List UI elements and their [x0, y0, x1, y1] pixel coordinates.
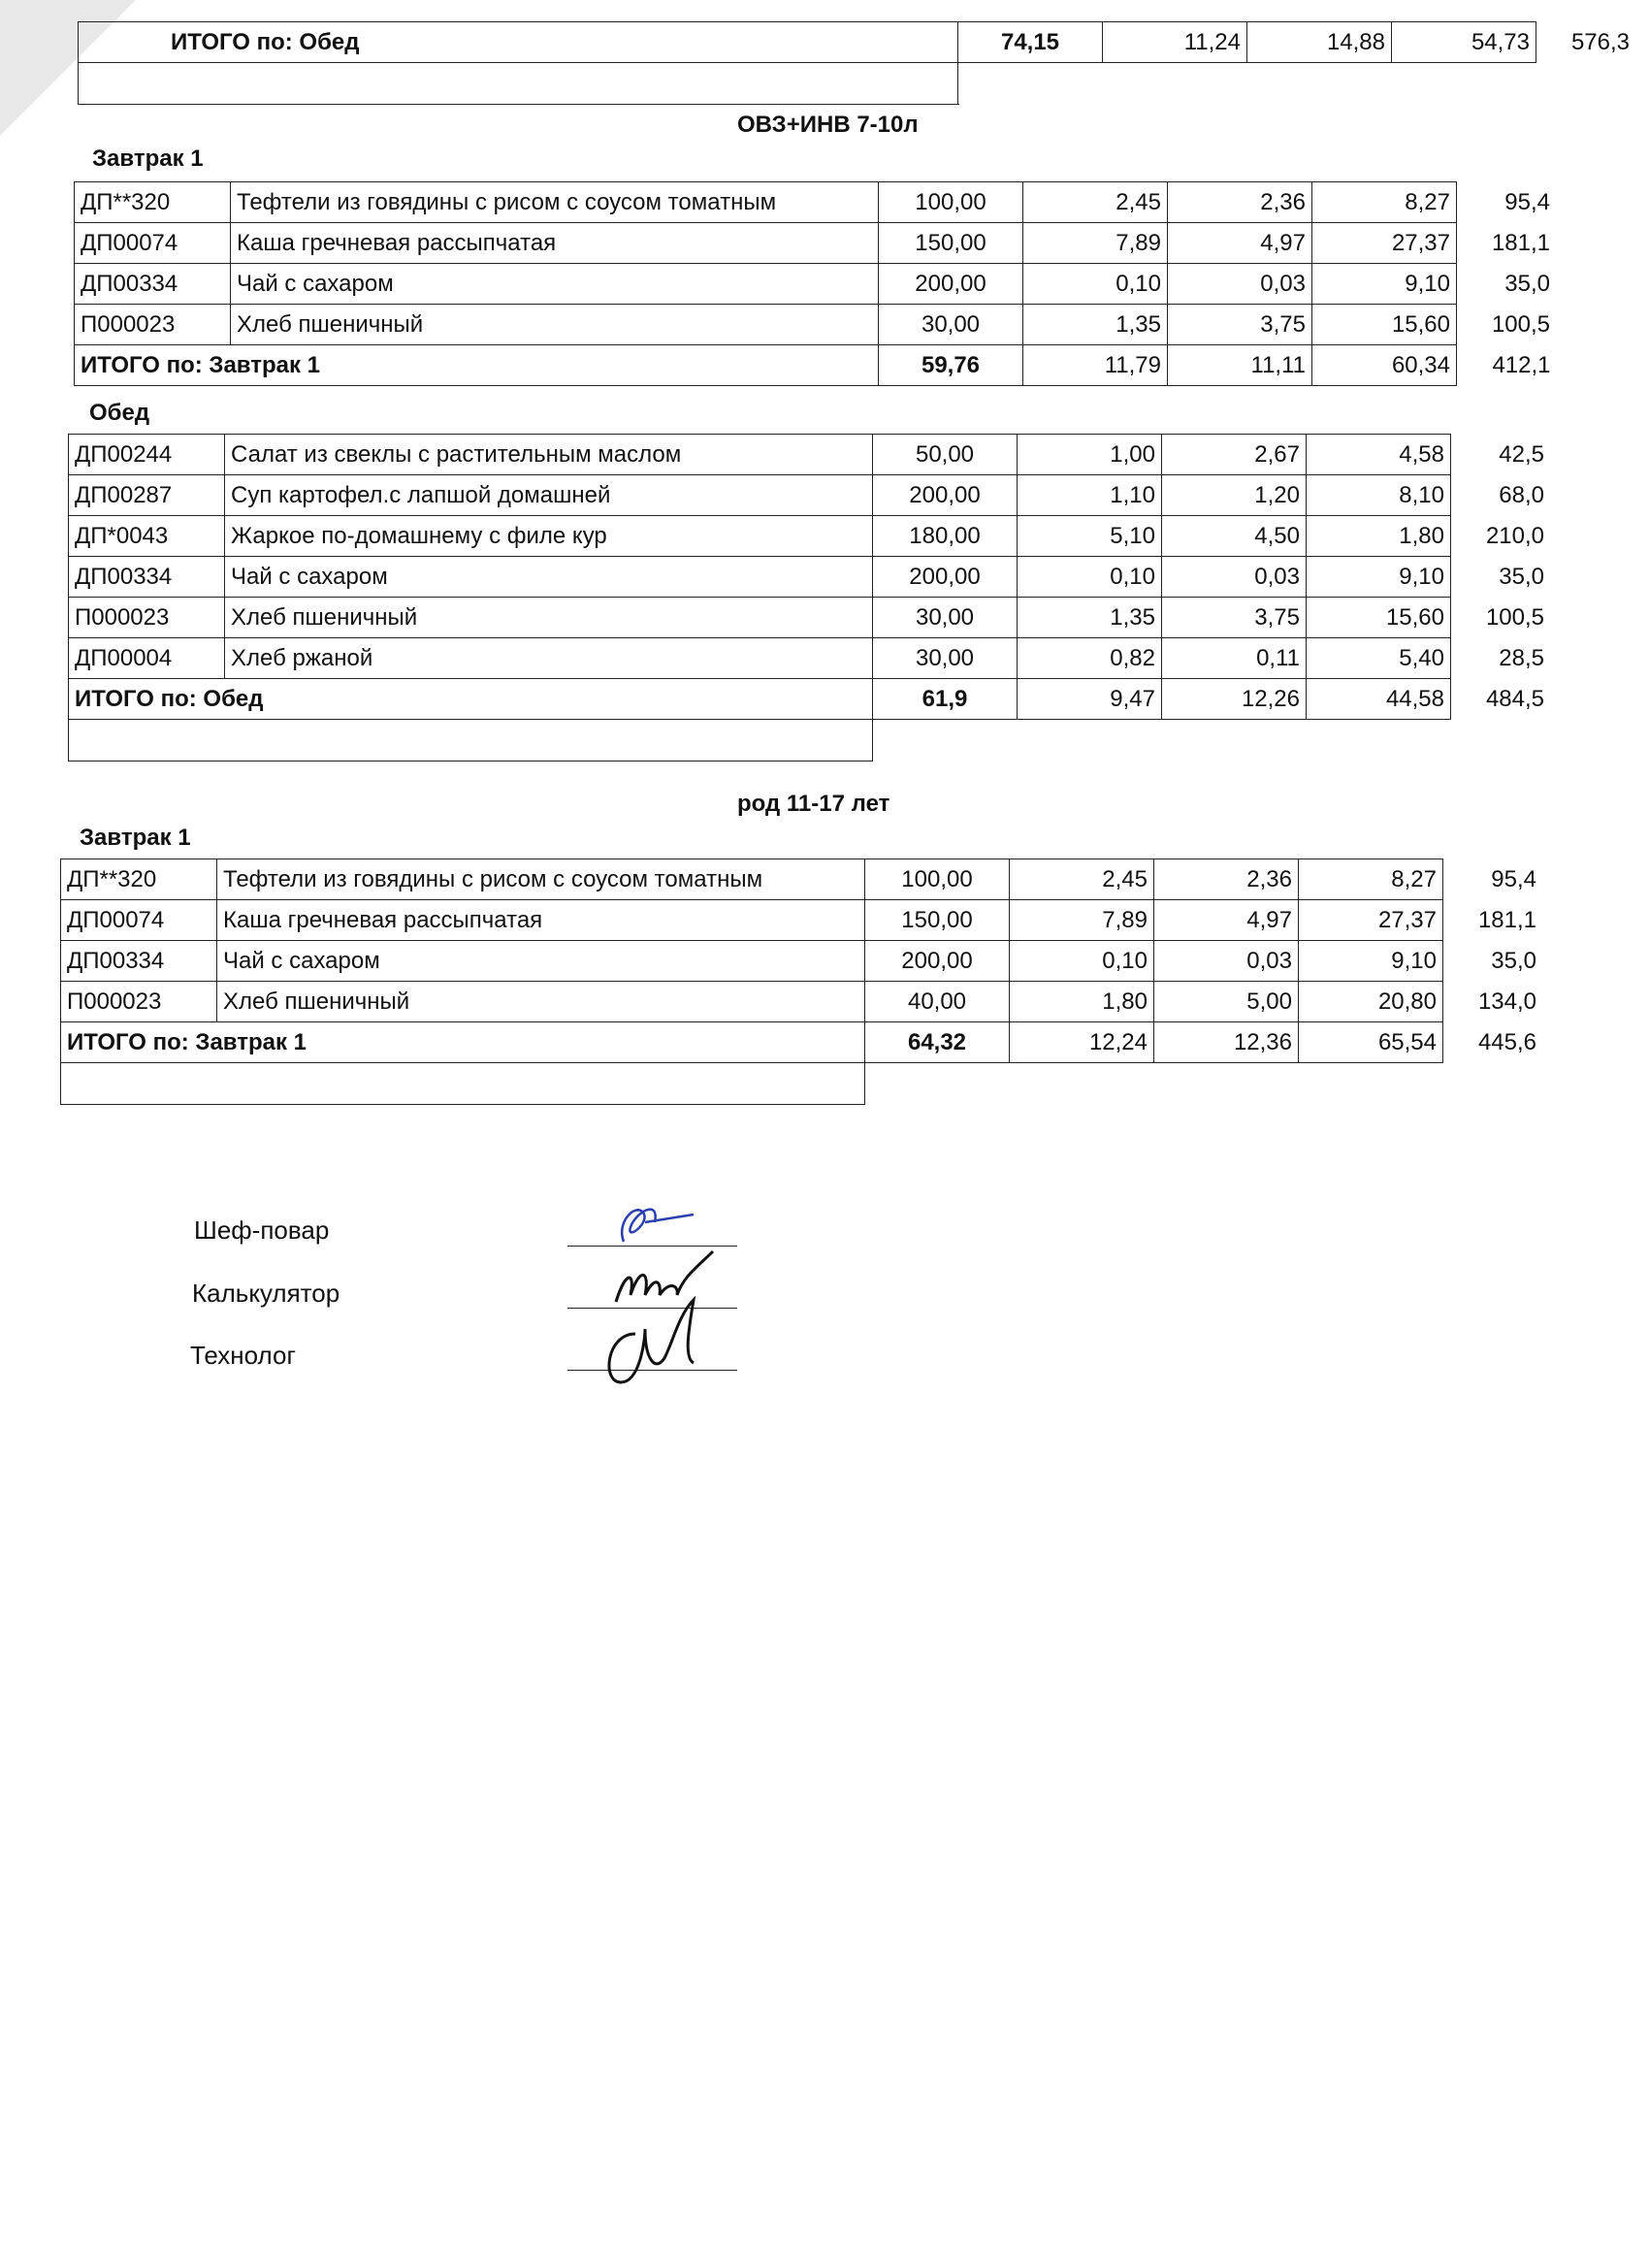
total-fat: 12,36	[1154, 1022, 1299, 1063]
dish-code: ДП00287	[69, 475, 225, 516]
dish-carbs: 20,80	[1299, 982, 1443, 1022]
blank-row	[61, 1063, 1543, 1105]
dish-carbs: 27,37	[1299, 900, 1443, 941]
dish-kcal: 134,0	[1477, 988, 1536, 1015]
dish-protein: 7,89	[1010, 900, 1154, 941]
dish-name: Жаркое по-домашнему с филе кур	[225, 516, 873, 557]
total-weight: 64,32	[865, 1022, 1010, 1063]
total-kcal: 484,5	[1485, 685, 1544, 712]
dish-name: Хлеб пшеничный	[225, 598, 873, 638]
total-carbs: 65,54	[1299, 1022, 1443, 1063]
dish-kcal: 68,0	[1499, 481, 1544, 508]
group-title: Завтрак 1	[92, 146, 204, 172]
total-row	[75, 345, 1557, 386]
dish-fat: 5,00	[1154, 982, 1299, 1022]
table-row	[61, 900, 1543, 941]
dish-kcal: 100,5	[1485, 603, 1544, 631]
dish-weight: 200,00	[873, 475, 1018, 516]
dish-code: ДП*0043	[69, 516, 225, 557]
dish-protein: 7,89	[1023, 223, 1168, 264]
dish-weight: 200,00	[879, 264, 1023, 305]
total-kcal: 576,3	[1570, 28, 1630, 55]
dish-fat: 4,97	[1168, 223, 1312, 264]
top-total-table	[78, 21, 1635, 105]
total-protein: 11,24	[1103, 22, 1247, 63]
dish-weight: 100,00	[879, 182, 1023, 223]
dish-protein: 1,10	[1018, 475, 1162, 516]
dish-code: ДП**320	[75, 182, 231, 223]
dish-protein: 1,35	[1023, 305, 1168, 345]
menu-table	[74, 181, 1557, 386]
table-row	[69, 557, 1551, 598]
dish-weight: 150,00	[879, 223, 1023, 264]
dish-code: ДП00074	[61, 900, 217, 941]
dish-protein: 0,10	[1010, 941, 1154, 982]
dish-fat: 0,03	[1168, 264, 1312, 305]
dish-code: ДП00004	[69, 638, 225, 679]
table-row	[69, 598, 1551, 638]
dish-code: ДП00334	[61, 941, 217, 982]
group-title: Завтрак 1	[80, 825, 191, 851]
table-row	[61, 859, 1543, 900]
table-row	[69, 435, 1551, 475]
total-row	[79, 22, 1636, 63]
total-fat: 11,11	[1168, 345, 1312, 386]
menu-table	[68, 434, 1550, 761]
menu-table	[60, 859, 1542, 1105]
dish-name: Чай с сахаром	[231, 264, 879, 305]
dish-carbs: 4,58	[1307, 435, 1451, 475]
dish-weight: 30,00	[873, 638, 1018, 679]
dish-name: Каша гречневая рассыпчатая	[217, 900, 865, 941]
dish-carbs: 8,27	[1312, 182, 1457, 223]
dish-kcal: 28,5	[1499, 644, 1544, 671]
total-weight: 74,15	[958, 22, 1103, 63]
dish-kcal: 35,0	[1491, 947, 1536, 974]
total-row	[61, 1022, 1543, 1063]
dish-fat: 1,20	[1162, 475, 1307, 516]
dish-weight: 150,00	[865, 900, 1010, 941]
dish-kcal: 42,5	[1499, 440, 1544, 468]
dish-protein: 1,80	[1010, 982, 1154, 1022]
total-label: ИТОГО по: Завтрак 1	[75, 345, 879, 386]
dish-fat: 2,36	[1168, 182, 1312, 223]
total-protein: 11,79	[1023, 345, 1168, 386]
table-row	[75, 264, 1557, 305]
dish-carbs: 9,10	[1299, 941, 1443, 982]
table-row	[61, 941, 1543, 982]
signature-role-technologist: Технолог	[190, 1341, 296, 1370]
section-title: ОВЗ+ИНВ 7-10л	[737, 112, 919, 138]
dish-weight: 100,00	[865, 859, 1010, 900]
dish-carbs: 15,60	[1307, 598, 1451, 638]
section-title: род 11-17 лет	[737, 791, 890, 817]
dish-kcal: 181,1	[1491, 229, 1550, 256]
total-row	[69, 679, 1551, 720]
total-fat: 14,88	[1247, 22, 1392, 63]
total-protein: 12,24	[1010, 1022, 1154, 1063]
dish-carbs: 5,40	[1307, 638, 1451, 679]
total-kcal: 412,1	[1492, 351, 1551, 378]
signature-role-calculator: Калькулятор	[192, 1279, 340, 1308]
dish-name: Каша гречневая рассыпчатая	[231, 223, 879, 264]
total-weight: 59,76	[879, 345, 1023, 386]
dish-kcal: 35,0	[1504, 270, 1550, 297]
signature-technologist-image	[597, 1290, 723, 1392]
dish-protein: 2,45	[1010, 859, 1154, 900]
dish-code: ДП00334	[69, 557, 225, 598]
table-row	[69, 475, 1551, 516]
total-protein: 9,47	[1018, 679, 1162, 720]
signature-role-chef: Шеф-повар	[194, 1215, 330, 1245]
dish-weight: 200,00	[873, 557, 1018, 598]
table-row	[69, 638, 1551, 679]
table-row	[69, 516, 1551, 557]
dish-fat: 3,75	[1168, 305, 1312, 345]
dish-protein: 1,00	[1018, 435, 1162, 475]
dish-fat: 4,50	[1162, 516, 1307, 557]
dish-weight: 40,00	[865, 982, 1010, 1022]
dish-fat: 0,03	[1162, 557, 1307, 598]
dish-protein: 0,82	[1018, 638, 1162, 679]
dish-weight: 50,00	[873, 435, 1018, 475]
dish-name: Хлеб пшеничный	[231, 305, 879, 345]
blank-row	[79, 63, 1636, 105]
dish-name: Суп картофел.с лапшой домашней	[225, 475, 873, 516]
dish-carbs: 15,60	[1312, 305, 1457, 345]
dish-code: П000023	[75, 305, 231, 345]
total-kcal: 445,6	[1477, 1028, 1536, 1055]
dish-kcal: 35,0	[1499, 563, 1544, 590]
dish-fat: 0,11	[1162, 638, 1307, 679]
dish-code: П000023	[69, 598, 225, 638]
dish-code: П000023	[61, 982, 217, 1022]
dish-weight: 30,00	[873, 598, 1018, 638]
dish-name: Хлеб пшеничный	[217, 982, 865, 1022]
dish-carbs: 9,10	[1307, 557, 1451, 598]
dish-fat: 2,36	[1154, 859, 1299, 900]
total-label: ИТОГО по: Обед	[79, 22, 958, 63]
dish-carbs: 27,37	[1312, 223, 1457, 264]
dish-weight: 30,00	[879, 305, 1023, 345]
blank-row	[69, 720, 1551, 761]
dish-carbs: 1,80	[1307, 516, 1451, 557]
table-row	[75, 223, 1557, 264]
dish-name: Чай с сахаром	[225, 557, 873, 598]
total-label: ИТОГО по: Обед	[69, 679, 873, 720]
dish-carbs: 9,10	[1312, 264, 1457, 305]
dish-fat: 4,97	[1154, 900, 1299, 941]
dish-name: Салат из свеклы с растительным маслом	[225, 435, 873, 475]
total-weight: 61,9	[873, 679, 1018, 720]
group-title: Обед	[89, 400, 150, 426]
dish-protein: 1,35	[1018, 598, 1162, 638]
dish-weight: 200,00	[865, 941, 1010, 982]
dish-name: Чай с сахаром	[217, 941, 865, 982]
table-row	[75, 305, 1557, 345]
dish-protein: 5,10	[1018, 516, 1162, 557]
total-carbs: 54,73	[1392, 22, 1536, 63]
dish-code: ДП**320	[61, 859, 217, 900]
dish-protein: 0,10	[1018, 557, 1162, 598]
dish-code: ДП00334	[75, 264, 231, 305]
dish-kcal: 210,0	[1485, 522, 1544, 549]
dish-name: Хлеб ржаной	[225, 638, 873, 679]
dish-carbs: 8,27	[1299, 859, 1443, 900]
dish-kcal: 100,5	[1491, 310, 1550, 338]
dish-weight: 180,00	[873, 516, 1018, 557]
total-carbs: 60,34	[1312, 345, 1457, 386]
dish-carbs: 8,10	[1307, 475, 1451, 516]
total-label: ИТОГО по: Завтрак 1	[61, 1022, 865, 1063]
total-carbs: 44,58	[1307, 679, 1451, 720]
table-row	[75, 182, 1557, 223]
dish-fat: 3,75	[1162, 598, 1307, 638]
dish-kcal: 181,1	[1477, 906, 1536, 933]
dish-fat: 2,67	[1162, 435, 1307, 475]
dish-protein: 0,10	[1023, 264, 1168, 305]
dish-name: Тефтели из говядины с рисом с соусом томатным	[217, 859, 865, 900]
dish-protein: 2,45	[1023, 182, 1168, 223]
dish-code: ДП00074	[75, 223, 231, 264]
total-fat: 12,26	[1162, 679, 1307, 720]
dish-kcal: 95,4	[1491, 865, 1536, 892]
table-row	[61, 982, 1543, 1022]
dish-kcal: 95,4	[1504, 188, 1550, 215]
dish-fat: 0,03	[1154, 941, 1299, 982]
dish-name: Тефтели из говядины с рисом с соусом томатным	[231, 182, 879, 223]
dish-code: ДП00244	[69, 435, 225, 475]
